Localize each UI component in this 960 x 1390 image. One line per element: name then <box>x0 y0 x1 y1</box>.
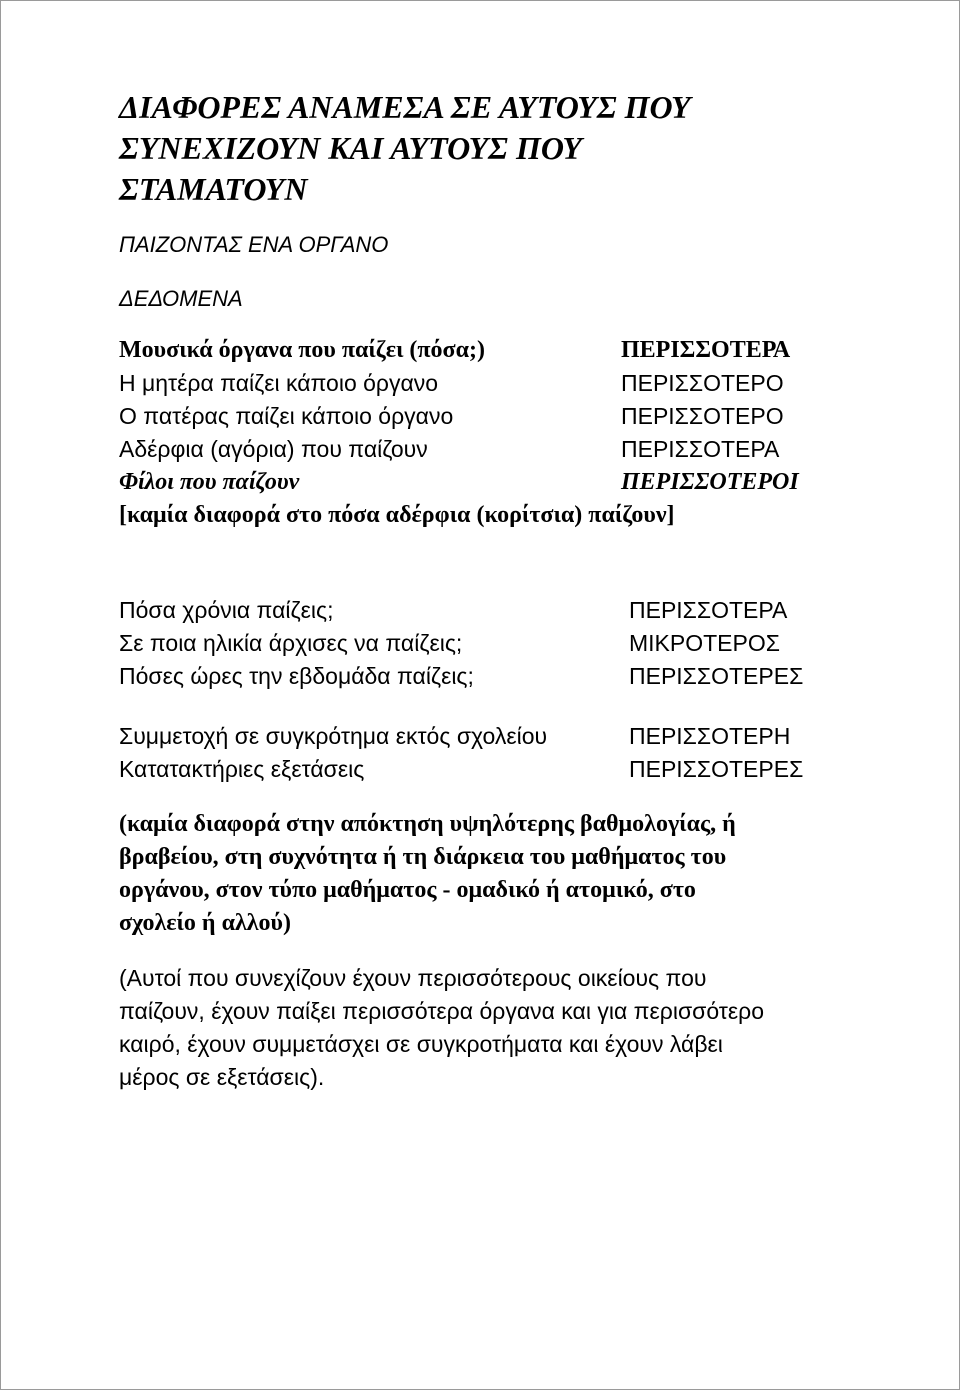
subtitle-data: ΔΕΔΟΜΕΝΑ <box>119 286 243 311</box>
paragraph-line: σχολείο ή αλλού) <box>119 910 291 936</box>
paragraph-line: παίζουν, έχουν παίξει περισσότερα όργανα και για περισσότερο <box>119 998 765 1024</box>
comparison-row <box>119 466 849 499</box>
title-line: ΣΥΝΕΧΙΖΟΥΝ ΚΑΙ ΑΥΤΟΥΣ ΠΟΥ <box>119 130 582 166</box>
paragraph-line: οργάνου, στον τύπο μαθήματος - ομαδικό ή ατομικό, στο <box>119 877 696 903</box>
no-difference-paragraph <box>119 808 849 940</box>
row-label: Μουσικά όργανα που παίζει (πόσα;) <box>119 337 485 363</box>
row-value: ΜΙΚΡΟΤΕΡΟΣ <box>629 630 780 656</box>
row-label: Σε ποια ηλικία άρχισες να παίζεις; <box>119 630 463 656</box>
row-label: Ο πατέρας παίζει κάποιο όργανο <box>119 403 454 429</box>
no-difference-note: [καμία διαφορά στο πόσα αδέρφια (κορίτσια) παίζουν] <box>119 502 675 528</box>
row-label: Πόσα χρόνια παίζεις; <box>119 597 334 623</box>
row-value: ΠΕΡΙΣΣΟΤΕΡΑ <box>621 337 791 363</box>
row-value: ΠΕΡΙΣΣΟΤΕΡΟ <box>621 370 784 396</box>
document-content <box>119 87 849 1094</box>
row-value: ΠΕΡΙΣΣΟΤΕΡΟ <box>621 403 784 429</box>
paragraph-line: βραβείου, στη συχνότητα ή τη διάρκεια του μαθήματος του <box>119 844 727 870</box>
family-comparison-list <box>119 334 849 532</box>
row-value: ΠΕΡΙΣΣΟΤΕΡΗ <box>629 723 791 749</box>
row-label: Αδέρφια (αγόρια) που παίζουν <box>119 436 428 462</box>
comparison-row <box>119 433 849 466</box>
comparison-row <box>119 660 849 693</box>
row-label: Συμμετοχή σε συγκρότημα εκτός σχολείου <box>119 723 548 749</box>
paragraph-line: καιρό, έχουν συμμετάσχει σε συγκροτήματα και έχουν λάβει <box>119 1031 723 1057</box>
playing-history-list <box>119 594 849 693</box>
row-label: Φίλοι που παίζουν <box>119 469 300 495</box>
row-value: ΠΕΡΙΣΣΟΤΕΡΕΣ <box>629 756 804 782</box>
paragraph-line: μέρος σε εξετάσεις). <box>119 1064 325 1090</box>
summary-paragraph <box>119 962 849 1094</box>
title-line: ΔΙΑΦΟΡΕΣ ΑΝΑΜΕΣΑ ΣΕ ΑΥΤΟΥΣ ΠΟΥ <box>119 89 691 125</box>
row-value: ΠΕΡΙΣΣΟΤΕΡΕΣ <box>629 663 804 689</box>
row-label: Κατατακτήριες εξετάσεις <box>119 756 365 782</box>
paragraph-line: (καμία διαφορά στην απόκτηση υψηλότερης βαθμολογίας, ή <box>119 811 736 837</box>
document-title <box>119 87 849 210</box>
row-value: ΠΕΡΙΣΣΟΤΕΡΟΙ <box>621 469 799 495</box>
comparison-row <box>119 753 849 786</box>
title-line: ΣΤΑΜΑΤΟΥΝ <box>119 171 308 207</box>
comparison-row <box>119 334 849 367</box>
paragraph-line: (Αυτοί που συνεχίζουν έχουν περισσότερους οικείους που <box>119 965 707 991</box>
comparison-row <box>119 400 849 433</box>
comparison-row <box>119 367 849 400</box>
participation-list <box>119 720 849 786</box>
row-label: Η μητέρα παίζει κάποιο όργανο <box>119 370 439 396</box>
row-value: ΠΕΡΙΣΣΟΤΕΡΑ <box>621 436 780 462</box>
comparison-row <box>119 720 849 753</box>
comparison-row <box>119 594 849 627</box>
row-value: ΠΕΡΙΣΣΟΤΕΡΑ <box>629 597 788 623</box>
row-label: Πόσες ώρες την εβδομάδα παίζεις; <box>119 663 474 689</box>
subtitle-playing-instrument: ΠΑΙΖΟΝΤΑΣ ΕΝΑ ΟΡΓΑΝΟ <box>119 232 389 257</box>
comparison-row <box>119 627 849 660</box>
